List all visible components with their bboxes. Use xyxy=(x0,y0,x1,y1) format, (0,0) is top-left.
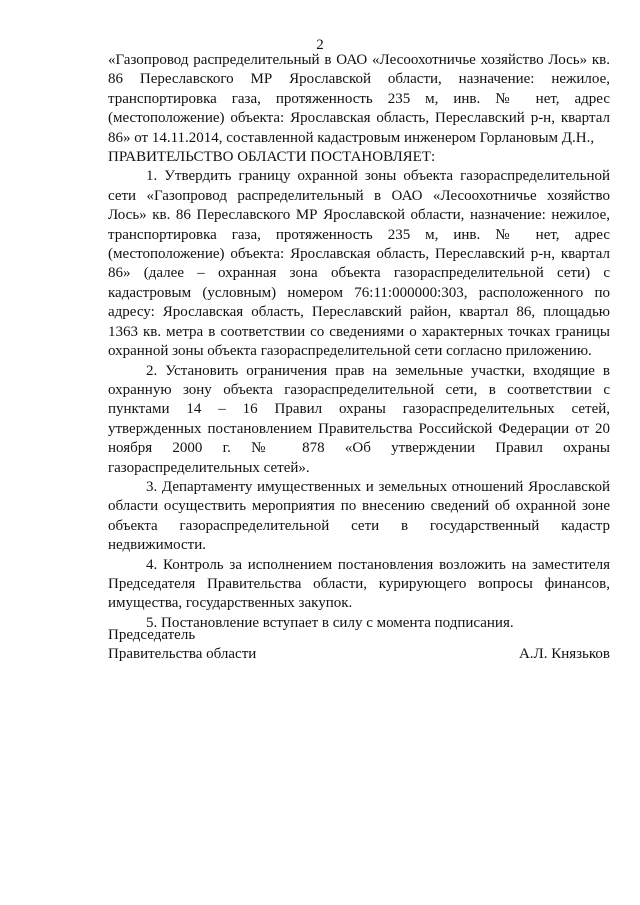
clause-2: 2. Установить ограничения прав на земельные участки, входящие в охранную зону объекта газораспределительной сети, в соответствии с пунктами 14 – 16 Правил охраны газораспределительных сетей, утвержденных постановлением Правительства Российской Федерации от 20 ноября 2000 г. № 878 «Об утверждении Правил охраны газораспределительных сетей». xyxy=(108,362,610,476)
document-body xyxy=(108,51,610,633)
signature-row xyxy=(108,645,610,664)
clause-1: 1. Утвердить границу охранной зоны объекта газораспределительной сети «Газопровод распределительный в ОАО «Лесоохотничье хозяйство Лось» кв. 86 Переславского МР Ярославской области, назначение: нежилое, транспортировка газа, протяженность 235 м, инв. № нет, адрес (местоположение) объекта: Ярославская область, Переславский р-н, квартал 86» (далее – охранная зона объекта газораспределительной сети) с кадастровым (условным) номером 76:11:000000:303, расположенного по адресу: Ярославская область, Переславский район, квартал 86, площадью 1363 кв. метра в соответствии со сведениями о характерных точках границы охранной зоны объекта газораспределительной сети согласно приложению. xyxy=(108,168,610,360)
signature-block xyxy=(108,626,610,665)
resolution-heading: ПРАВИТЕЛЬСТВО ОБЛАСТИ ПОСТАНОВЛЯЕТ: xyxy=(108,149,436,166)
page-number: 2 xyxy=(316,37,324,53)
clause-4: 4. Контроль за исполнением постановления возложить на заместителя Председателя Правительства области, курирующего вопросы финансов, имущества, государственных закупок. xyxy=(108,556,610,612)
clause-5: 5. Постановление вступает в силу с момента подписания. xyxy=(146,614,514,631)
signatory-title-line2: Правительства области xyxy=(108,646,257,663)
signatory-title-line1: Председатель xyxy=(108,627,196,643)
intro-paragraph: «Газопровод распределительный в ОАО «Лесоохотничье хозяйство Лось» кв. 86 Переславского МР Ярославской области, назначение: нежилое, транспортировка газа, протяженность 235 м, инв. № нет, адрес (местоположение) объекта: Ярославская область, Переславский р-н, квартал 86» от 14.11.2014, составленной кадастровым инженером Горлановым Д.Н., xyxy=(108,52,610,146)
signatory-name: А.Л. Князьков xyxy=(518,646,610,663)
clause-3: 3. Департаменту имущественных и земельных отношений Ярославской области осуществить мероприятия по внесению сведений об охранной зоне объекта газораспределительной сети в государственный кадастр недвижимости. xyxy=(108,478,610,554)
